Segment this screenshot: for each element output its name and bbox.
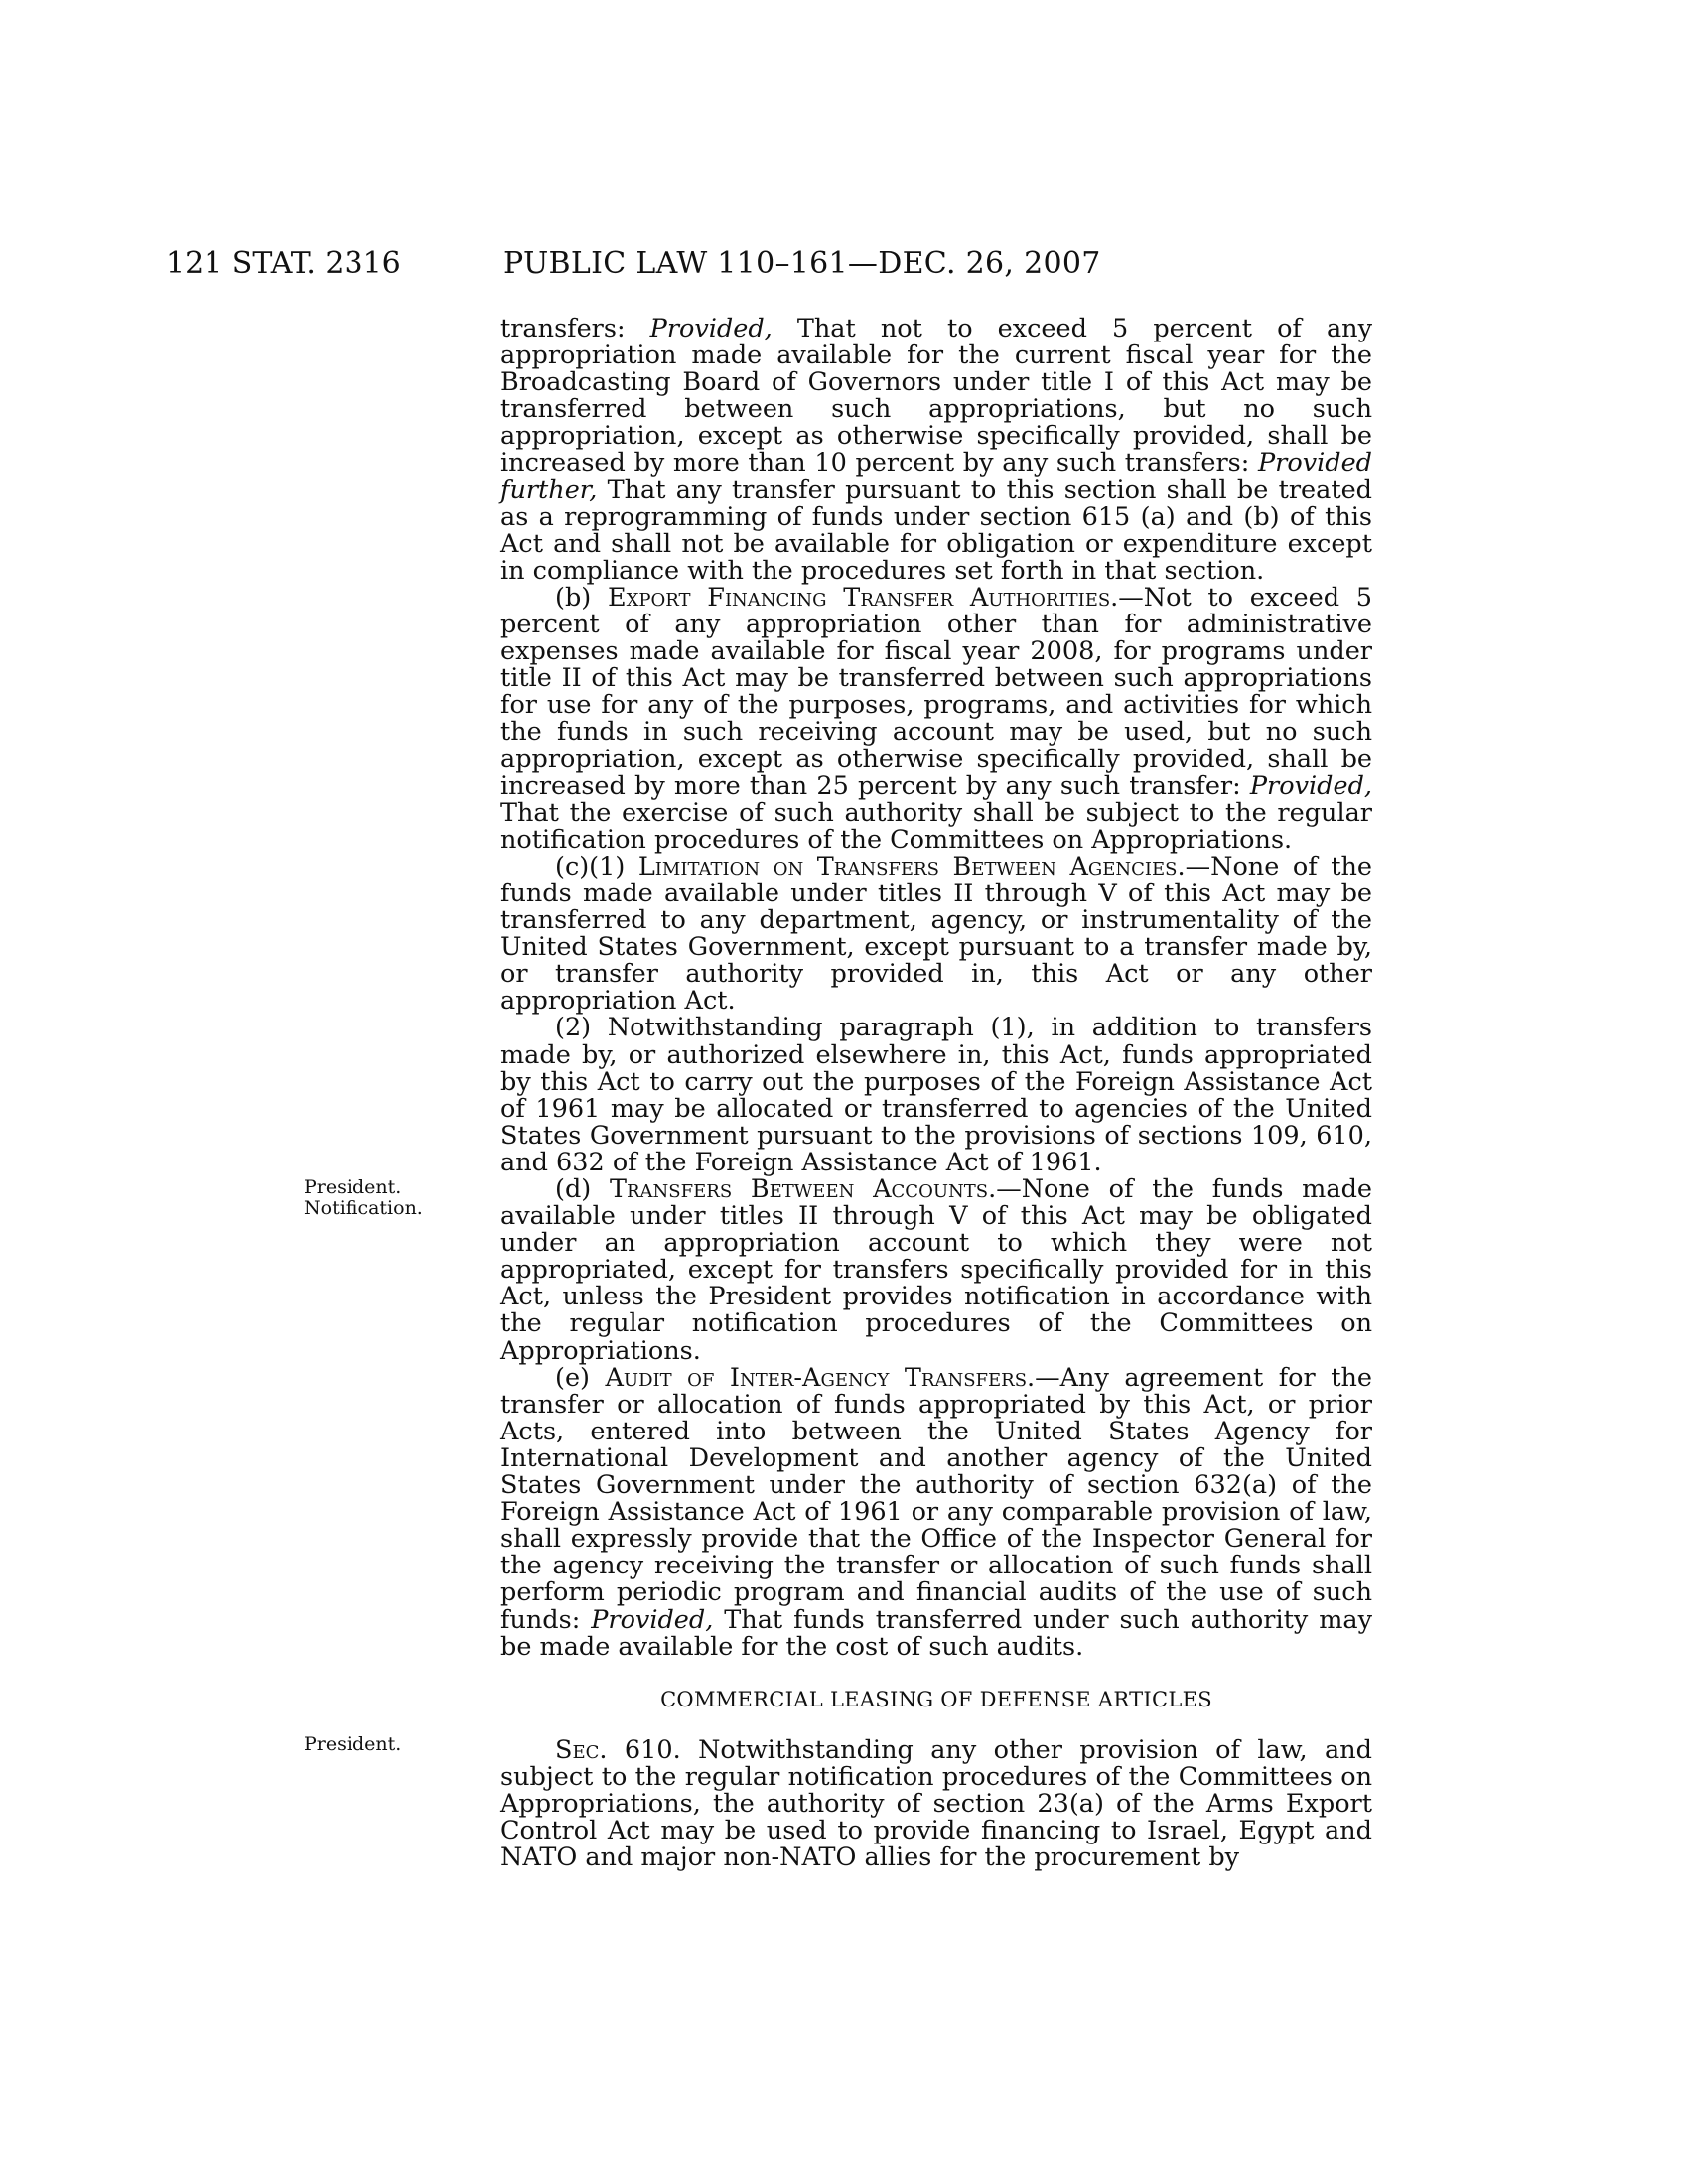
margin-note-president-2: President. <box>304 1733 402 1755</box>
paragraph-c1-heading: Limitation on Transfers Between Agencies. <box>637 851 1186 882</box>
paragraph-d-heading: Transfers Between Accounts. <box>610 1174 997 1204</box>
stat-page-number: 121 STAT. 2316 <box>166 246 401 281</box>
paragraph-b-heading: Export Financing Transfer Authorities. <box>607 582 1119 613</box>
paragraph-c2: (2) Notwithstanding paragraph (1), in addition to transfers made by, or authorized elsewhere in, this Act, funds appropriated by this Act to carry out the purposes of the Foreign Assistance Act of 1961 may be allocated or transferred to agencies of the United States Government pursuant to the provisions of sections 109, 610, and 632 of the Foreign Assistance Act of 1961. <box>500 1013 1372 1177</box>
page-header <box>166 246 1380 286</box>
margin-note-president-notification <box>304 1177 423 1219</box>
paragraph-a-continuation: transfers: Provided, That not to exceed 5 percent of any appropriation made available for the current fiscal year for the Broadcasting Board of Governors under title I of this Act may be transferred between such appropriations, but no such appropriation, except as otherwise specifically provided, shall be increased by more than 10 percent by any such transfers: Provided further, That any transfer pursuant to this section shall be treated as a reprogramming of funds under section 615 (a) and (b) of this Act and shall not be available for obligation or expenditure except in compliance with the procedures set forth in that section. <box>500 314 1372 586</box>
paragraph-c1: (c)(1) Limitation on Transfers Between Agencies.—None of the funds made available under titles II through V of this Act may be transferred to any department, agency, or instrumentality of the United States Government, except pursuant to a transfer made by, or transfer authority provided in, this Act or any other appropriation Act. <box>500 851 1372 1017</box>
paragraph-e: (e) Audit of Inter-Agency Transfers.—Any agreement for the transfer or allocation of funds appropriated by this Act, or prior Acts, entered into between the United States Agency for International Development and another agency of the United States Government under the authority of section 632(a) of the Foreign Assistance Act of 1961 or any comparable provision of law, shall expressly provide that the Office of the Inspector General for the agency receiving the transfer or allocation of such funds shall perform periodic program and financial audits of the use of such funds: Provided, That funds transferred under such authority may be made available for the cost of such audits. <box>500 1362 1372 1662</box>
paragraph-d: (d) Transfers Between Accounts.—None of the funds made available under titles II through V of this Act may be obligated under an appropriation account to which they were not appropriated, except for transfers specifically provided for in this Act, unless the President provides notification in accordance with the regular notification procedures of the Committees on Appropriations. <box>500 1174 1372 1366</box>
document-body <box>500 316 1372 1871</box>
section-label: Sec. <box>555 1734 608 1765</box>
paragraph-e-heading: Audit of Inter-Agency Transfers. <box>605 1362 1036 1393</box>
running-head: PUBLIC LAW 110–161—DEC. 26, 2007 <box>503 246 1101 281</box>
paragraph-b: (b) Export Financing Transfer Authorities.—Not to exceed 5 percent of any appropriation other than for administrative expenses made available for fiscal year 2008, for programs under title II of this Act may be transferred between such appropriations for use for any of the purposes, programs, and activities for which the funds in such receiving account may be used, but no such appropriation, except as otherwise specifically provided, shall be increased by more than 25 percent by any such transfer: Provided, That the exercise of such authority shall be subject to the regular notification procedures of the Committees on Appropriations. <box>500 582 1373 855</box>
section-610: Sec. 610. Notwithstanding any other provision of law, and subject to the regular notification procedures of the Committees on Appropriations, the authority of section 23(a) of the Arms Export Control Act may be used to provide financing to Israel, Egypt and NATO and major non-NATO allies for the procurement by <box>500 1734 1372 1873</box>
margin-note-president: President. <box>304 1176 402 1198</box>
section-heading: COMMERCIAL LEASING OF DEFENSE ARTICLES <box>660 1687 1212 1711</box>
margin-note-notification: Notification. <box>304 1197 423 1219</box>
